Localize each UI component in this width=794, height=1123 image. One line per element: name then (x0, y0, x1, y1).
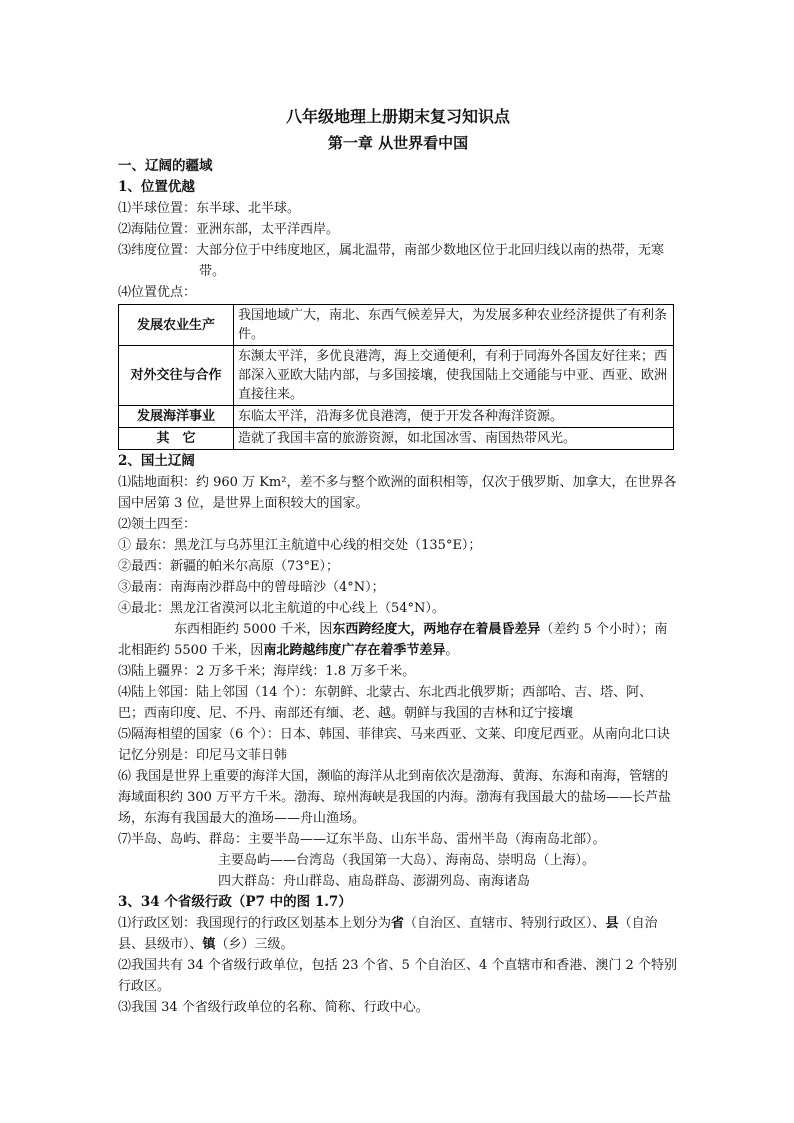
table-row (119, 346, 674, 406)
table-row (119, 305, 674, 346)
table-row (119, 428, 674, 450)
admin-bold: 县 (605, 916, 619, 931)
distance-text: 。 (445, 643, 459, 658)
table-key: 其 它 (119, 428, 234, 450)
table-value: 东临太平洋，沿海多优良港湾，便于开发各种海洋资源。 (234, 406, 674, 428)
islands-line: 主要岛屿——台湾岛（我国第一大岛）、海南岛、崇明岛（上海）。 (218, 853, 596, 868)
distance-bold: 东西跨经度大，两地存在着晨昏差异 (332, 622, 541, 637)
advantages-table (118, 304, 674, 450)
subsection-heading: 1、位置优越 (118, 179, 195, 195)
archipelago-line: 四大群岛：舟山群岛、庙岛群岛、澎湖列岛、南海诸岛 (218, 874, 531, 889)
chapter-heading: 第一章 从世界看中国 (327, 134, 469, 152)
document-title: 八年级地理上册期末复习知识点 (285, 107, 510, 126)
ocean-paragraph: ⑹ 我国是世界上重要的海洋大国，濒临的海洋从北到南依次是渤海、黄海、东海和南海，管辖的海域面积约 300 万平方千米。渤海、琼州海峡是我国的内海。渤海有我国最大的盐场——长芦盐场，东海有我国最大的渔场——舟山渔场。 (118, 769, 672, 826)
admin-count: ⑵我国共有 34 个省级行政单位，包括 23 个省、5 个自治区、4 个直辖市和香港、澳门 2 个特别行政区。 (118, 958, 677, 994)
latitude-position: ⑶纬度位置：大部分位于中纬度地区，属北温带，南部少数地区位于北回归线以南的热带，无寒带。 (118, 243, 665, 279)
distance-text: 东西相距约 5000 千米，因 (174, 622, 333, 637)
south-extreme: ③最南：南海南沙群岛中的曾母暗沙（4°N）； (118, 580, 385, 595)
section-heading: 一、辽阔的疆域 (118, 158, 213, 174)
subsection-heading: 2、国土辽阔 (118, 453, 195, 469)
land-neighbors: ⑷陆上邻国：陆上邻国（14 个）：东朝鲜、北蒙古、东北西北俄罗斯；西部哈、吉、塔、阿、巴；西南印度、尼、不丹、南部还有缅、老、越。朝鲜与我国的吉林和辽宁接壤 (118, 685, 653, 721)
distance-paragraph (118, 619, 678, 661)
admin-division (118, 913, 678, 955)
admin-bold: 省 (391, 916, 405, 931)
east-extreme: ① 最东：黑龙江与乌苏里江主航道中心线的相交处（135°E）； (118, 538, 482, 553)
distance-bold: 南北跨越纬度广存在着季节差异 (263, 643, 446, 658)
table-value: 造就了我国丰富的旅游资源，如北国冰雪、南国热带风光。 (234, 428, 674, 450)
hemisphere-position: ⑴半球位置：东半球、北半球。 (118, 201, 301, 216)
admin-text: （乡）三级。 (215, 937, 294, 952)
sea-neighbors: ⑸隔海相望的国家（6 个）：日本、韩国、菲律宾、马来西亚、文莱、印度尼西亚。从南向北口诀记忆分别是：印尼马文菲日韩 (118, 727, 670, 763)
table-row (119, 406, 674, 428)
distance-text: （差约 5 个小时）；南北相距约 5500 千米，因 (118, 622, 668, 658)
document-page (118, 100, 678, 1018)
sea-land-position: ⑵海陆位置：亚洲东部，太平洋西岸。 (118, 222, 340, 237)
admin-names: ⑶我国 34 个省级行政单位的名称、简称、行政中心。 (118, 1000, 429, 1015)
subsection-heading: 3、34 个省级行政（P7 中的图 1.7） (118, 894, 352, 910)
peninsula-line: ⑺半岛、岛屿、群岛：主要半岛——辽东半岛、山东半岛、雷州半岛（海南岛北部）。 (118, 832, 606, 847)
admin-text: （自治县、县级市）、 (118, 916, 658, 952)
table-key: 发展农业生产 (119, 305, 234, 346)
admin-bold: 镇 (202, 937, 216, 952)
admin-text: ⑴行政区划：我国现行的行政区划基本上划分为 (118, 916, 392, 931)
table-key: 发展海洋事业 (119, 406, 234, 428)
west-extreme: ②最西：新疆的帕米尔高原（73°E）； (118, 559, 340, 574)
territory-extremes-label: ⑵领土四至： (118, 517, 197, 532)
table-value: 我国地域广大，南北、东西气候差异大，为发展多种农业经济提供了有利条件。 (234, 305, 674, 346)
north-extreme: ④最北：黑龙江省漠河以北主航道的中心线上（54°N）。 (118, 601, 445, 616)
position-advantages-label: ⑷位置优点： (118, 285, 197, 300)
table-value: 东濒太平洋，多优良港湾，海上交通便利，有利于同海外各国友好往来；西部深入亚欧大陆内部，与多国接壤，使我国陆上交通能与中亚、西亚、欧洲直接往来。 (234, 346, 674, 406)
admin-text: （自治区、直辖市、特别行政区）、 (404, 916, 606, 931)
land-border: ⑶陆上疆界：2 万多千米；海岸线：1.8 万多千米。 (118, 664, 416, 679)
table-key: 对外交往与合作 (119, 346, 234, 406)
land-area: ⑴陆地面积：约 960 万 Km²，差不多与整个欧洲的面积相等，仅次于俄罗斯、加拿大，在世界各国中居第 3 位，是世界上面积较大的国家。 (118, 475, 677, 511)
